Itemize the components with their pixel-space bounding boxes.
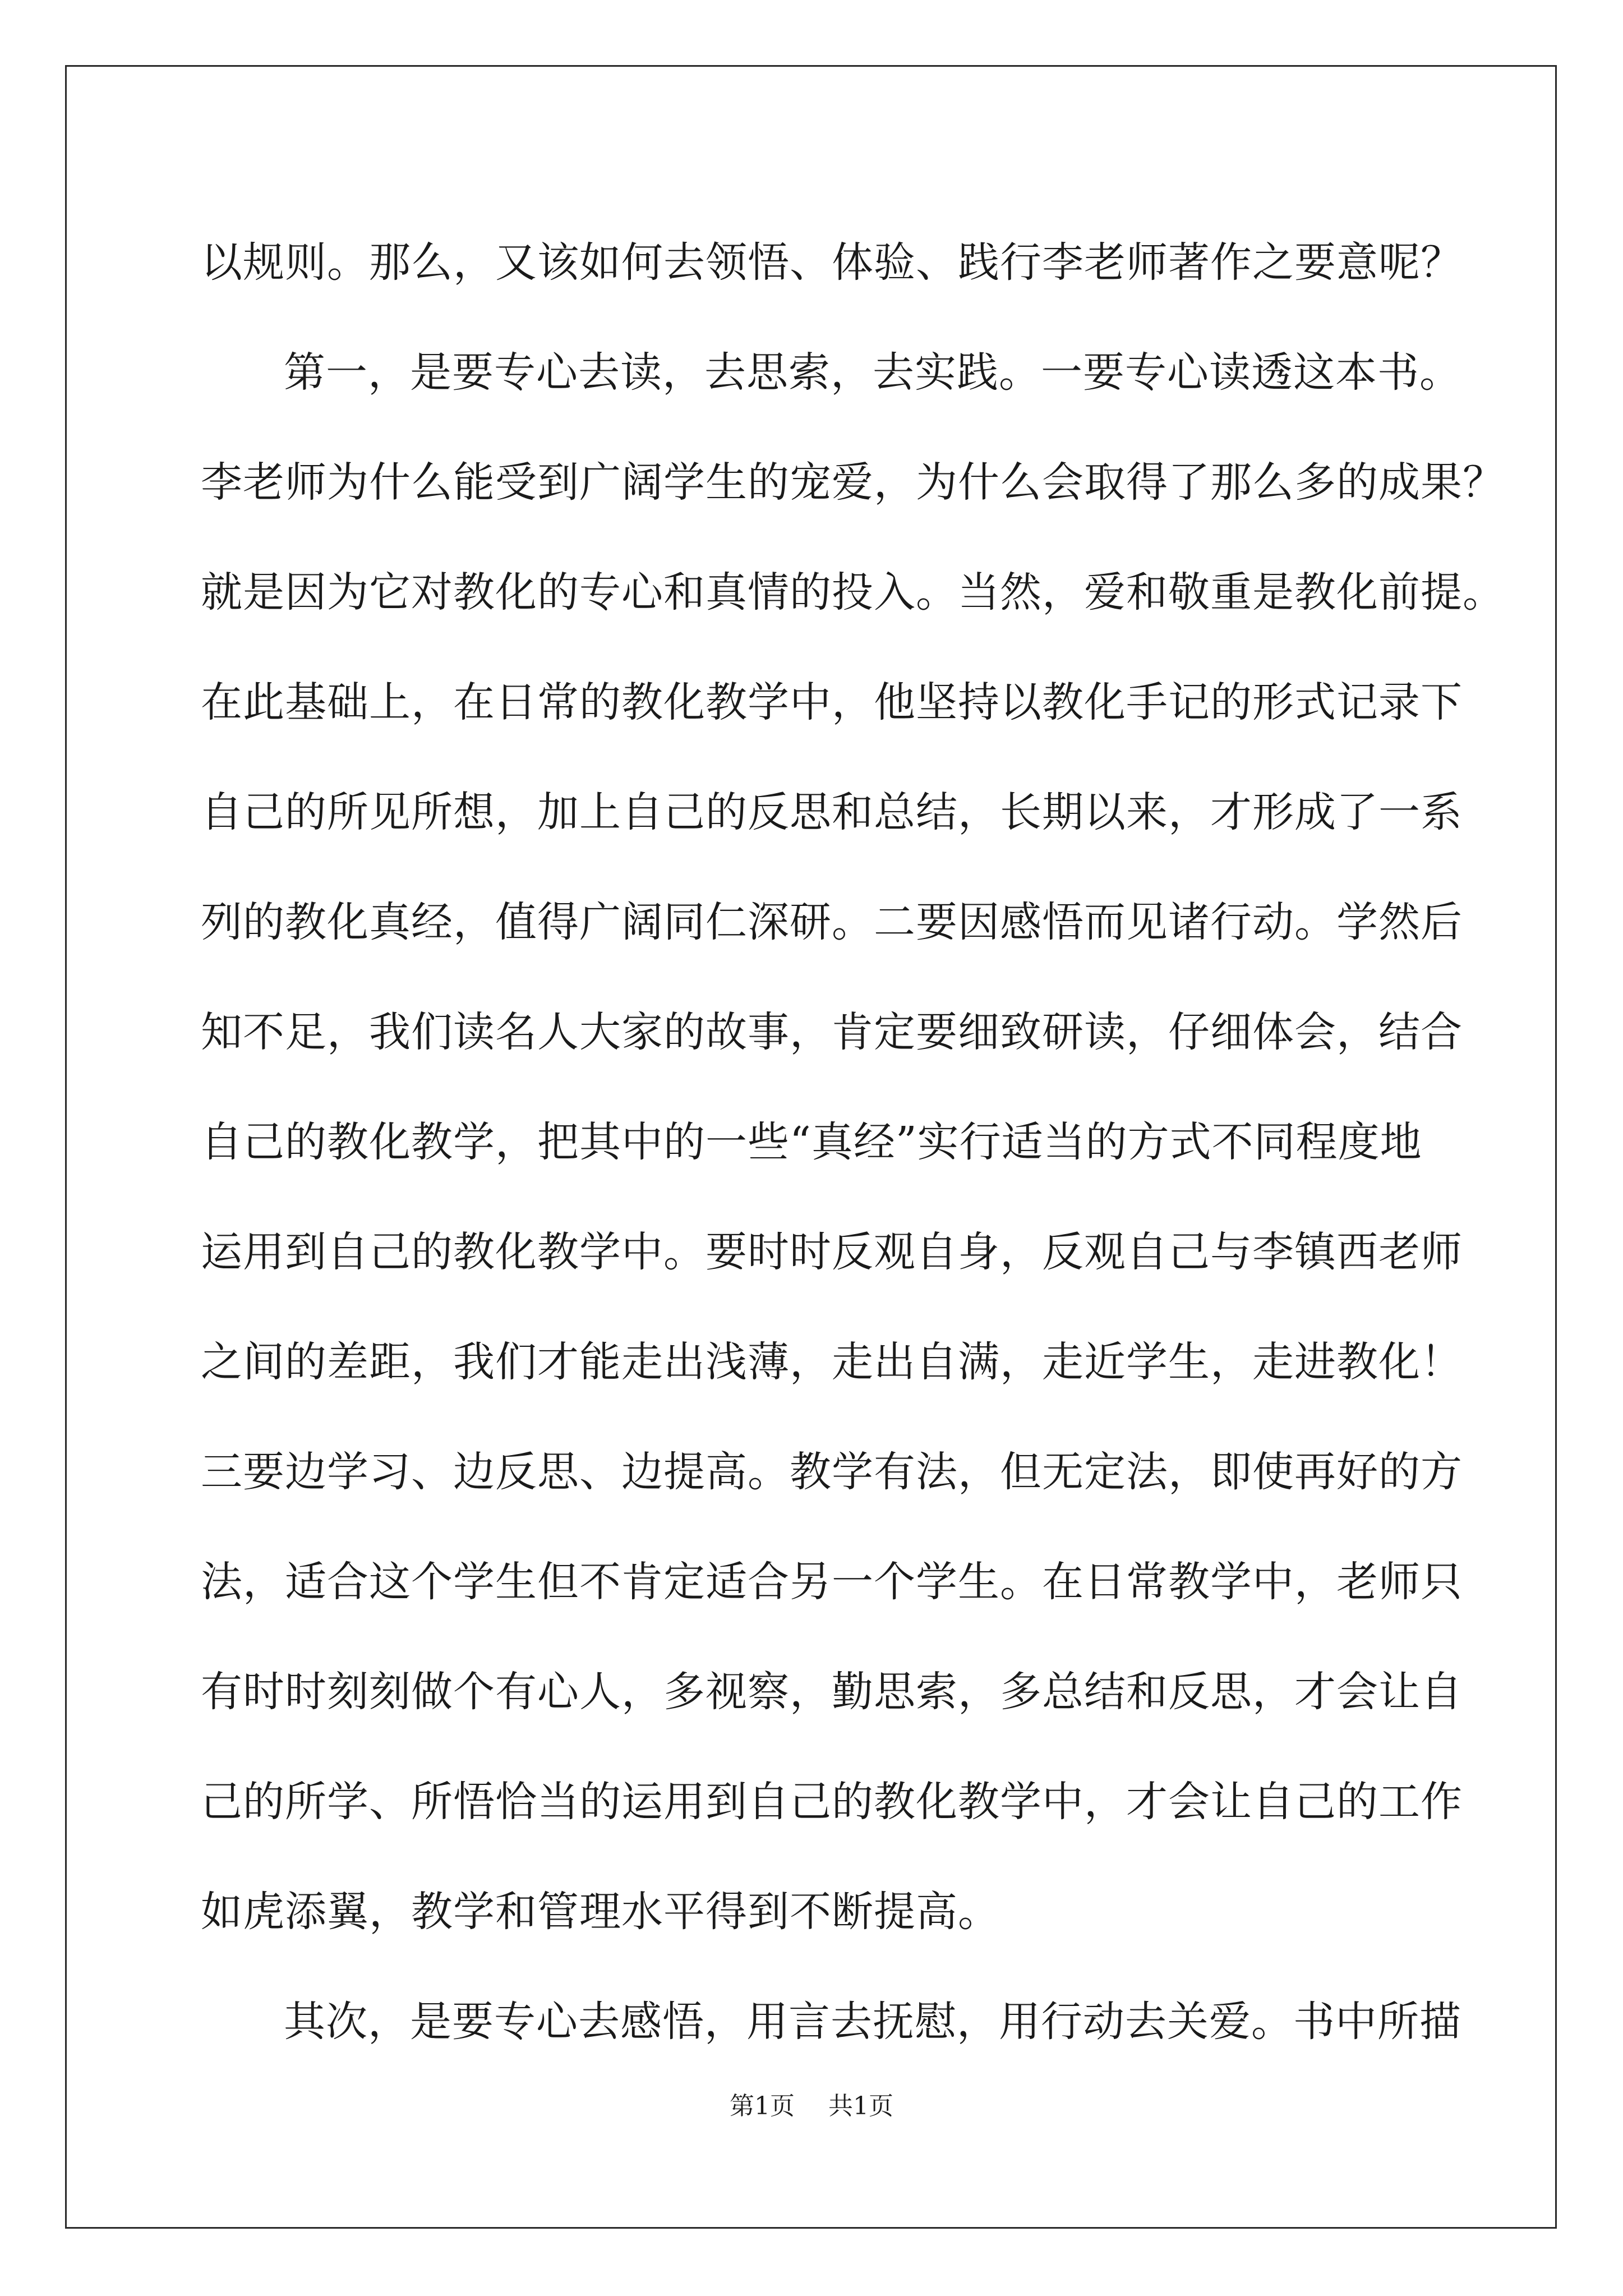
page-total: 共1页: [828, 2092, 893, 2120]
text-line: 如虎添翼，教学和管理水平得到不断提高。: [201, 1888, 1000, 1936]
text-line: 第一，是要专心去读，去思索，去实践。一要专心读透这本书。: [284, 348, 1461, 397]
text-line: 在此基础上，在日常的教化教学中，他坚持以教化手记的形式记录下: [201, 678, 1463, 726]
document-body: [201, 208, 1505, 2077]
text-line: 法，适合这个学生但不肯定适合另一个学生。在日常教学中，老师只: [201, 1558, 1463, 1606]
text-line: 有时时刻刻做个有心人，多视察，勤思索，多总结和反思，才会让自: [201, 1668, 1463, 1716]
page-footer: [0, 2090, 1623, 2123]
text-line: 自己的教化教学，把其中的一些“真经”实行适当的方式不同程度地: [201, 1118, 1422, 1166]
text-line: 之间的差距，我们才能走出浅薄，走出自满，走近学生，走进教化！: [201, 1338, 1463, 1386]
text-line: 李老师为什么能受到广阔学生的宠爱，为什么会取得了那么多的成果？: [201, 458, 1505, 507]
text-line: 己的所学、所悟恰当的运用到自己的教化教学中，才会让自己的工作: [201, 1778, 1463, 1826]
text-line: 其次，是要专心去感悟，用言去抚慰，用行动去关爱。书中所描: [284, 1998, 1461, 2046]
text-line: 三要边学习、边反思、边提高。教学有法，但无定法，即使再好的方: [201, 1448, 1463, 1496]
text-line: 自己的所见所想，加上自己的反思和总结，长期以来，才形成了一系: [201, 788, 1463, 836]
text-line: 运用到自己的教化教学中。要时时反观自身，反观自己与李镇西老师: [201, 1228, 1463, 1276]
text-line: 以规则。那么，又该如何去领悟、体验、践行李老师著作之要意呢？: [201, 238, 1463, 287]
text-line: 就是因为它对教化的专心和真情的投入。当然，爱和敬重是教化前提。: [201, 568, 1505, 616]
page-number: 第1页: [730, 2092, 795, 2120]
text-line: 列的教化真经，值得广阔同仁深研。二要因感悟而见诸行动。学然后: [201, 898, 1463, 946]
text-line: 知不足，我们读名人大家的故事，肯定要细致研读，仔细体会，结合: [201, 1008, 1463, 1056]
